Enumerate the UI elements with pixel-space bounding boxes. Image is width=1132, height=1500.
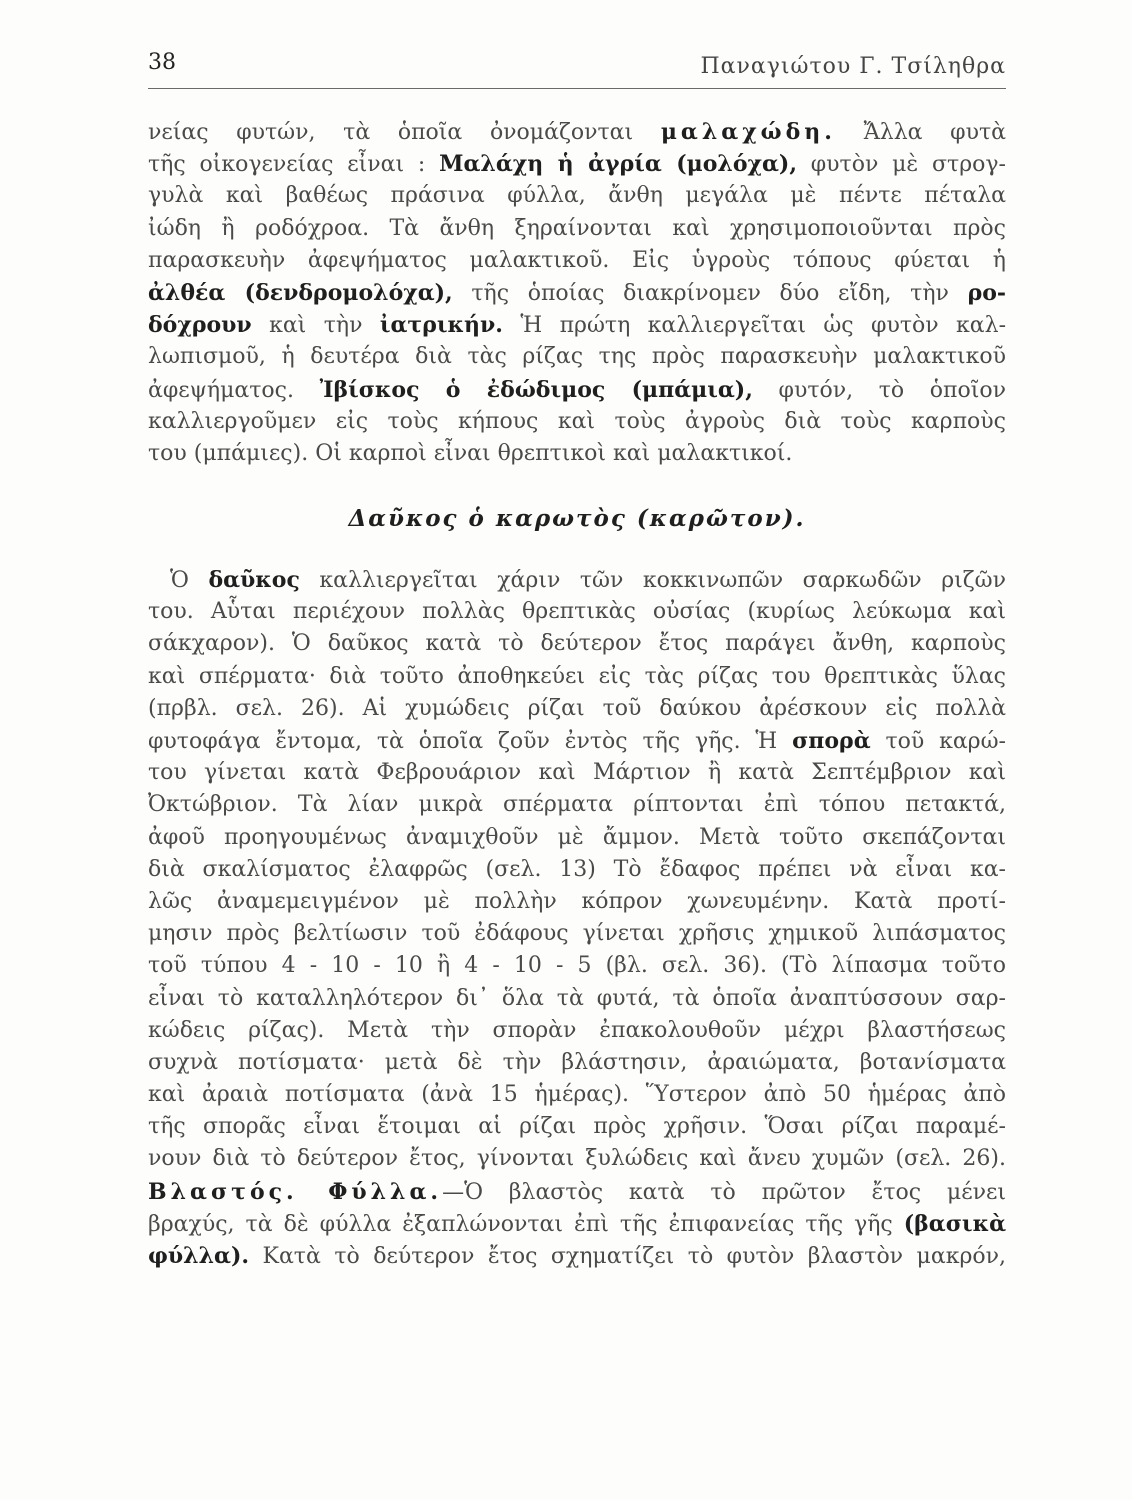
text-line: τῆς σπορᾶς εἶναι ἕτοιμαι αἱ ρίζαι πρὸς χρῆσιν. Ὅσαι ρίζαι παραμέ- — [148, 1114, 1006, 1140]
text-line: καὶ σπέρματα· διὰ τοῦτο ἀποθηκεύει εἰς τὰς ρίζας του θρεπτικὰς ὕλας — [148, 663, 1006, 689]
term-emphasis: μαλαχώδη. — [660, 119, 836, 145]
page-number: 38 — [148, 50, 176, 75]
text-line: νείας φυτών, τὰ ὁποῖα ὀνομάζονται μαλαχώδη. Ἄλλα φυτὰ — [148, 119, 1006, 145]
text-line: σάκχαρον). Ὁ δαῦκος κατὰ τὸ δεύτερον ἔτος παράγει ἄνθη, καρποὺς — [148, 631, 1006, 657]
section-heading: Δαῦκος ὁ καρωτὸς (καρῶτον). — [348, 505, 806, 533]
text-line: ἰώδη ἢ ροδόχροα. Τὰ ἄνθη ξηραίνονται καὶ χρησιμοποιοῦνται πρὸς — [148, 215, 1006, 241]
text-line: συχνὰ ποτίσματα· μετὰ δὲ τὴν βλάστησιν, ἀραιώματα, βοτανίσματα — [148, 1049, 1006, 1075]
term-bold: δαῦκος — [208, 567, 300, 594]
term-bold: φύλλα). — [148, 1243, 250, 1269]
text-line: του. Αὗται περιέχουν πολλὰς θρεπτικὰς οὐσίας (κυρίως λεύκωμα καὶ — [148, 599, 1006, 625]
text-line: μησιν πρὸς βελτίωσιν τοῦ ἐδάφους γίνεται χρῆσις χημικοῦ λιπάσματος — [148, 921, 1006, 947]
text-line: λῶς ἀναμεμειγμένον μὲ πολλὴν κόπρον χωνευμένην. Κατὰ προτί- — [148, 888, 1006, 914]
term-bold: Μαλάχη ἡ ἀγρία (μολόχα), — [439, 151, 797, 178]
text-line: του γίνεται κατὰ Φεβρουάριον καὶ Μάρτιον ἢ κατὰ Σεπτέμβριον καὶ — [148, 760, 1006, 786]
text-line: διὰ σκαλίσματος ἐλαφρῶς (σελ. 13) Τὸ ἔδαφος πρέπει νὰ εἶναι κα- — [148, 856, 1006, 882]
text-line: γυλὰ καὶ βαθέως πράσινα φύλλα, ἄνθη μεγάλα μὲ πέντε πέταλα — [148, 183, 1006, 209]
page-header — [148, 48, 1006, 89]
text-line: παρασκευὴν ἀφεψήματος μαλακτικοῦ. Εἰς ὑγροὺς τόπους φύεται ἡ — [148, 247, 1006, 273]
term-bold: (βασικὰ — [903, 1210, 1006, 1237]
text-line: νουν διὰ τὸ δεύτερον ἔτος, γίνονται ξυλώδεις καὶ ἄνευ χυμῶν (σελ. 26). — [148, 1146, 1006, 1172]
text-line: τοῦ τύπου 4 - 10 - 10 ἢ 4 - 10 - 5 (βλ. σελ. 36). (Τὸ λίπασμα τοῦτο — [148, 953, 1006, 979]
text-line: φυτοφάγα ἔντομα, τὰ ὁποῖα ζοῦν ἐντὸς τῆς γῆς. Ἡ σπορὰ τοῦ καρώ- — [148, 728, 1006, 754]
body-text — [148, 116, 1006, 1272]
text-line: (πρβλ. σελ. 26). Αἱ χυμώδεις ρίζαι τοῦ δαύκου ἀρέσκουν εἰς πολλὰ — [148, 695, 1006, 721]
text-line: δόχρουν καὶ τὴν ἰατρικήν. Ἡ πρώτη καλλιεργεῖται ὡς φυτὸν καλ- — [148, 312, 1007, 339]
text-line: καὶ ἀραιὰ ποτίσματα (ἀνὰ 15 ἡμέρας). Ὕστερον ἀπὸ 50 ἡμέρας ἀπὸ — [148, 1082, 1006, 1108]
term-bold: ἰατρικήν. — [379, 312, 503, 339]
term-bold: σπορὰ — [792, 728, 871, 754]
text-line: κώδεις ρίζας). Μετὰ τὴν σπορὰν ἐπακολουθοῦν μέχρι βλαστήσεως — [148, 1017, 1006, 1043]
text-line: του (μπάμιες). Οἱ καρποὶ εἶναι θρεπτικοὶ καὶ μαλακτικοί. — [148, 440, 793, 466]
term-bold: ἀλθέα (δενδρομολόχα), — [148, 279, 453, 306]
text-line: λωπισμοῦ, ἡ δευτέρα διὰ τὰς ρίζας της πρὸς παρασκευὴν μαλακτικοῦ — [148, 344, 1006, 370]
text-line: Ὀκτώβριον. Τὰ λίαν μικρὰ σπέρματα ρίπτονται ἐπὶ τόπου πετακτά, — [148, 792, 1006, 818]
text-line: φύλλα). Κατὰ τὸ δεύτερον ἔτος σχηματίζει τὸ φυτὸν βλαστὸν μακρόν, — [148, 1243, 1006, 1269]
term-bold: ρο- — [967, 279, 1006, 306]
text-line: καλλιεργοῦμεν εἰς τοὺς κήπους καὶ τοὺς ἀγροὺς διὰ τοὺς καρποὺς — [148, 408, 1006, 434]
term-emphasis: Βλαστός. Φύλλα. — [148, 1178, 443, 1205]
text-line: εἶναι τὸ καταλληλότερον δι᾽ ὅλα τὰ φυτά, τὰ ὁποῖα ἀναπτύσσουν σαρ- — [148, 985, 1006, 1011]
text-line: Ὁ δαῦκος καλλιεργεῖται χάριν τῶν κοκκινωπῶν σαρκωδῶν ριζῶν — [170, 567, 1006, 594]
text-line: τῆς οἰκογενείας εἶναι : Μαλάχη ἡ ἀγρία (μολόχα), φυτὸν μὲ στρογ- — [148, 151, 1006, 178]
text-line: ἀφεψήματος. Ἰβίσκος ὁ ἐδώδιμος (μπάμια), φυτόν, τὸ ὁποῖον — [148, 376, 1006, 403]
text-line: βραχύς, τὰ δὲ φύλλα ἐξαπλώνονται ἐπὶ τῆς ἐπιφανείας τῆς γῆς (βασικὰ — [148, 1210, 1006, 1237]
term-bold: Ἰβίσκος ὁ ἐδώδιμος (μπάμια), — [319, 376, 753, 403]
term-bold: δόχρουν — [148, 312, 252, 339]
running-title: Παναγιώτου Γ. Τσίληθρα — [700, 54, 1006, 79]
text-line: ἀφοῦ προηγουμένως ἀναμιχθοῦν μὲ ἄμμον. Μετὰ τοῦτο σκεπάζονται — [148, 824, 1006, 850]
text-line: ἀλθέα (δενδρομολόχα), τῆς ὁποίας διακρίνομεν δύο εἴδη, τὴν ρο- — [148, 279, 1006, 306]
text-line: Βλαστός. Φύλλα.—Ὁ βλαστὸς κατὰ τὸ πρῶτον ἔτος μένει — [148, 1178, 1006, 1205]
